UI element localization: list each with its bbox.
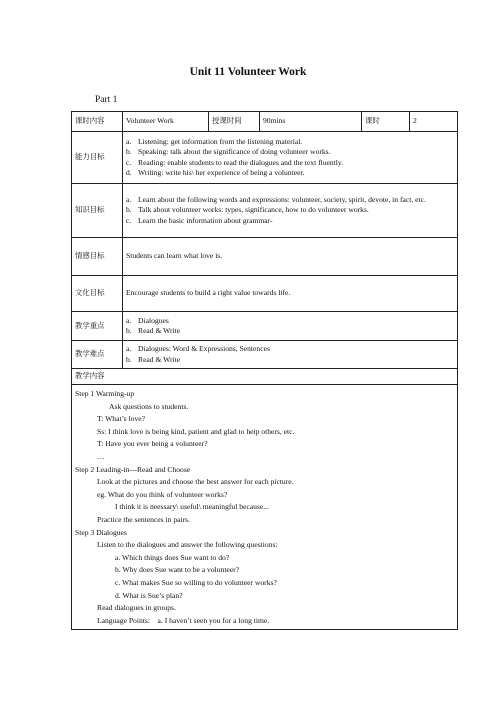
content-line: I think it is neessary\ useful\ meaningful because... (115, 502, 269, 512)
step-heading: Step 2 Leading-in---Read and Choose (75, 464, 191, 474)
list-item: c. Learn the basic information about grammar- (126, 215, 273, 225)
question-item: d. What is Sue’s plan? (115, 590, 183, 600)
content-line: Practice the sentences in pairs. (97, 514, 190, 524)
emotion-label: 情感目标 (72, 238, 123, 276)
question-item: b. Why does Sue want to be a volunteer? (115, 565, 240, 575)
info-row (72, 112, 458, 132)
emotion-text: Students can learn what love is. (123, 238, 458, 276)
content-label: 课时内容 (72, 112, 123, 132)
list-item: b. Speaking: talk about the significance of doing volunteer works. (126, 147, 331, 156)
time-label: 授课时间 (209, 112, 260, 132)
period-label: 课时 (362, 112, 410, 132)
teaching-header-row (72, 369, 458, 385)
content-line: Look at the pictures and choose the best answer for each picture. (97, 477, 294, 487)
difficulties-label: 教学难点 (72, 341, 123, 369)
content-line: Read dialogues in groups. (97, 603, 176, 613)
time-value: 90mins (260, 112, 362, 132)
emotion-row (72, 238, 458, 276)
list-item: a. Listening: get information from the listening material. (126, 136, 303, 146)
content-line: T: Have you ever being a volunteer? (97, 439, 208, 449)
content-line: Listen to the dialogues and answer the following questions: (97, 540, 278, 550)
teaching-content-row (72, 385, 458, 630)
ability-row (72, 132, 458, 184)
content-line: eg. What do you think of volunteer works? (97, 489, 228, 499)
teaching-content (72, 385, 458, 630)
culture-text: Encourage students to build a right value towards life. (123, 276, 458, 312)
step-heading: Step 3 Dialogues (75, 527, 127, 537)
period-value: 2 (410, 112, 458, 132)
lesson-plan-table (71, 111, 458, 630)
step-heading: Step 1 Warming-up (75, 389, 135, 398)
part-heading: Part 1 (95, 95, 118, 105)
difficulties-cell (123, 341, 458, 369)
list-item: b. Read & Write (126, 326, 181, 335)
content-line: … (97, 451, 105, 461)
key-points-label: 教学重点 (72, 312, 123, 341)
knowledge-row (72, 184, 458, 238)
knowledge-label: 知识目标 (72, 184, 123, 238)
question-item: a. Which things does Sue want to do? (115, 552, 230, 562)
knowledge-cell (123, 184, 458, 238)
content-line: Language Points: a. I haven’t seen you for a long time. (97, 615, 270, 625)
ability-list (126, 137, 454, 179)
question-item: c. What makes Sue so willing to do volunteer works? (115, 577, 277, 587)
list-item: d. Writing: write his\ her experience of being a volunteer. (126, 168, 305, 177)
document-title: Unit 11 Volunteer Work (189, 66, 307, 78)
list-item: c. Reading: enable students to read the dialogues and the text fluently. (126, 157, 344, 167)
difficulties-list (126, 344, 454, 365)
list-item: a. Learn about the following words and expressions: volunteer, society, spirit, devote, in fact, etc. (126, 194, 426, 204)
list-item: b. Talk about volunteer works: types, significance, how to do volunteer works. (126, 205, 369, 215)
content-line: Ask questions to students. (109, 401, 189, 411)
content-value: Volunteer Work (123, 112, 209, 132)
key-points-cell (123, 312, 458, 341)
culture-label: 文化目标 (72, 276, 123, 312)
ability-cell (123, 132, 458, 184)
key-points-row (72, 312, 458, 341)
list-item: a. Dialogues: Word & Expressions, Sentences (126, 344, 270, 353)
list-item: b. Read & Write (126, 354, 181, 364)
teaching-label: 教学内容 (72, 369, 458, 385)
content-line: T: What’s love? (97, 414, 145, 424)
difficulties-row (72, 341, 458, 369)
knowledge-list (126, 195, 454, 227)
ability-label: 能力目标 (72, 132, 123, 184)
culture-row (72, 276, 458, 312)
key-points-list (126, 316, 454, 337)
content-line: Ss: I think love is being kind, patient and glad to heip others, etc. (97, 426, 295, 436)
list-item: a. Dialogues (126, 315, 169, 325)
